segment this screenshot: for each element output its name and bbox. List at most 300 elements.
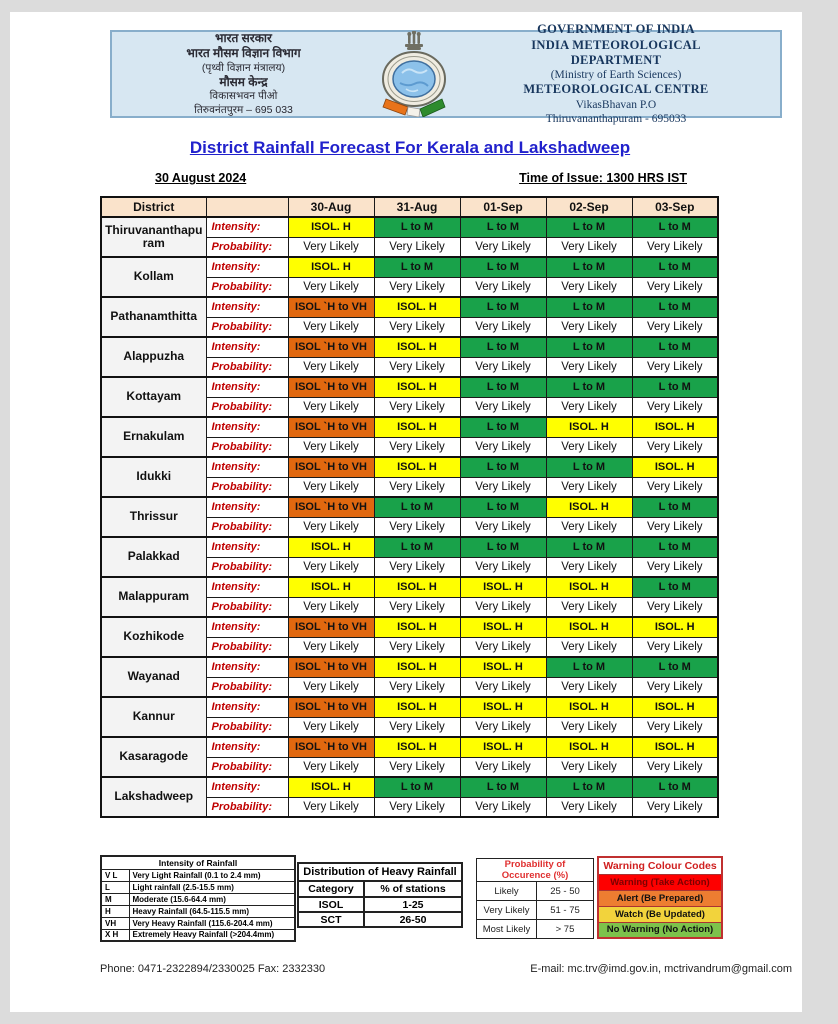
- probability-label: Probability:: [206, 717, 288, 737]
- intensity-cell: ISOL. H: [460, 657, 546, 677]
- probability-cell: Very Likely: [460, 597, 546, 617]
- intensity-cell: L to M: [460, 217, 546, 237]
- legend-desc: Moderate (15.6-64.4 mm): [129, 893, 295, 905]
- column-header: 31-Aug: [374, 197, 460, 217]
- legend-row: [598, 874, 722, 890]
- probability-cell: Very Likely: [288, 277, 374, 297]
- intensity-cell: L to M: [546, 657, 632, 677]
- intensity-cell: L to M: [632, 497, 718, 517]
- intensity-cell: ISOL. H: [546, 497, 632, 517]
- intensity-cell: ISOL. H: [546, 617, 632, 637]
- table-row: [101, 297, 718, 317]
- letterhead-hindi-line: मौसम केन्द्र: [219, 74, 268, 89]
- probability-cell: Very Likely: [374, 237, 460, 257]
- legend-intensity-table: [100, 855, 296, 942]
- legend-probability-title: Probability of Occurence (%): [477, 859, 594, 882]
- probability-cell: Very Likely: [632, 557, 718, 577]
- intensity-cell: ISOL `H to VH: [288, 457, 374, 477]
- probability-cell: Very Likely: [288, 557, 374, 577]
- legend-warning-table: [597, 856, 723, 939]
- legend-abbr: H: [101, 905, 129, 917]
- table-row: [101, 337, 718, 357]
- probability-cell: Very Likely: [632, 517, 718, 537]
- forecast-header-row: [101, 197, 718, 217]
- table-row: [101, 657, 718, 677]
- table-row: [101, 417, 718, 437]
- letterhead-hindi-line: विकासभवन पीओ: [209, 90, 278, 103]
- probability-cell: Very Likely: [460, 637, 546, 657]
- legend-row: [101, 881, 295, 893]
- letterhead-hindi-line: भारत सरकार: [215, 30, 272, 45]
- legend-probability-range: 51 - 75: [537, 901, 594, 920]
- legend-row: [598, 890, 722, 906]
- probability-cell: Very Likely: [632, 317, 718, 337]
- intensity-label: Intensity:: [206, 217, 288, 237]
- legend-row: [477, 901, 594, 920]
- legend-warning-body: [598, 874, 722, 938]
- intensity-label: Intensity:: [206, 537, 288, 557]
- probability-cell: Very Likely: [632, 597, 718, 617]
- letterhead-english-line: GOVERNMENT OF INDIA: [537, 22, 695, 37]
- intensity-cell: L to M: [460, 257, 546, 277]
- legend-probability-label: Most Likely: [477, 920, 537, 939]
- intensity-cell: L to M: [460, 457, 546, 477]
- table-row: [101, 697, 718, 717]
- footer-email: E-mail: mc.trv@imd.gov.in, mctrivandrum@gmail.com: [530, 963, 792, 975]
- legend-row: [477, 920, 594, 939]
- district-name: Idukki: [101, 457, 206, 497]
- probability-cell: Very Likely: [288, 517, 374, 537]
- legend-desc: Extremely Heavy Rainfall (>204.4mm): [129, 929, 295, 941]
- legend-probability-table: [476, 858, 594, 939]
- legend-probability-range: 25 - 50: [537, 882, 594, 901]
- probability-cell: Very Likely: [460, 677, 546, 697]
- probability-label: Probability:: [206, 237, 288, 257]
- intensity-cell: L to M: [546, 257, 632, 277]
- intensity-cell: L to M: [460, 377, 546, 397]
- legend-desc: Light rainfall (2.5-15.5 mm): [129, 881, 295, 893]
- district-name: Ernakulam: [101, 417, 206, 457]
- probability-cell: Very Likely: [374, 597, 460, 617]
- intensity-cell: L to M: [546, 337, 632, 357]
- intensity-cell: ISOL. H: [374, 377, 460, 397]
- probability-cell: Very Likely: [546, 237, 632, 257]
- probability-cell: Very Likely: [460, 277, 546, 297]
- page-title: District Rainfall Forecast For Kerala and Lakshadweep: [189, 138, 631, 157]
- footer-phone: Phone: 0471-2322894/2330025 Fax: 2332330: [100, 963, 326, 975]
- probability-label: Probability:: [206, 517, 288, 537]
- issue-time: Time of Issue: 1300 HRS IST: [519, 171, 687, 185]
- intensity-cell: ISOL. H: [288, 537, 374, 557]
- legend-row: [101, 917, 295, 929]
- district-name: Palakkad: [101, 537, 206, 577]
- probability-label: Probability:: [206, 397, 288, 417]
- district-name: Kannur: [101, 697, 206, 737]
- intensity-cell: ISOL `H to VH: [288, 497, 374, 517]
- probability-label: Probability:: [206, 477, 288, 497]
- district-name: Thiruvananthapuram: [101, 217, 206, 257]
- intensity-cell: L to M: [632, 577, 718, 597]
- legend-abbr: L: [101, 881, 129, 893]
- district-name: Pathanamthitta: [101, 297, 206, 337]
- probability-cell: Very Likely: [460, 237, 546, 257]
- probability-label: Probability:: [206, 637, 288, 657]
- probability-cell: Very Likely: [288, 637, 374, 657]
- legend-row: [101, 905, 295, 917]
- intensity-cell: ISOL. H: [374, 577, 460, 597]
- probability-cell: Very Likely: [632, 357, 718, 377]
- district-name: Thrissur: [101, 497, 206, 537]
- legend-row: [101, 929, 295, 941]
- probability-cell: Very Likely: [546, 677, 632, 697]
- intensity-cell: ISOL. H: [374, 297, 460, 317]
- intensity-cell: ISOL. H: [546, 697, 632, 717]
- legend-distribution-headers: [298, 881, 462, 897]
- probability-cell: Very Likely: [288, 477, 374, 497]
- intensity-label: Intensity:: [206, 257, 288, 277]
- intensity-cell: L to M: [374, 497, 460, 517]
- legend-desc: Heavy Rainfall (64.5-115.5 mm): [129, 905, 295, 917]
- column-header: District: [101, 197, 206, 217]
- intensity-cell: L to M: [632, 777, 718, 797]
- intensity-cell: ISOL. H: [288, 257, 374, 277]
- intensity-cell: L to M: [632, 657, 718, 677]
- intensity-cell: L to M: [460, 337, 546, 357]
- letterhead-english-line: DEPARTMENT: [570, 52, 662, 67]
- intensity-cell: L to M: [632, 257, 718, 277]
- probability-label: Probability:: [206, 357, 288, 377]
- intensity-cell: L to M: [546, 217, 632, 237]
- probability-cell: Very Likely: [460, 797, 546, 817]
- intensity-cell: L to M: [460, 537, 546, 557]
- probability-cell: Very Likely: [374, 357, 460, 377]
- probability-cell: Very Likely: [546, 597, 632, 617]
- probability-cell: Very Likely: [288, 677, 374, 697]
- probability-cell: Very Likely: [288, 357, 374, 377]
- intensity-label: Intensity:: [206, 457, 288, 477]
- probability-cell: Very Likely: [546, 637, 632, 657]
- intensity-cell: L to M: [374, 217, 460, 237]
- forecast-table: [100, 196, 719, 818]
- probability-cell: Very Likely: [546, 517, 632, 537]
- letterhead-english-line: METEOROLOGICAL CENTRE: [523, 82, 709, 97]
- table-row: [101, 537, 718, 557]
- column-header: 03-Sep: [632, 197, 718, 217]
- probability-cell: Very Likely: [546, 797, 632, 817]
- warning-code: Watch (Be Updated): [598, 906, 722, 922]
- probability-cell: Very Likely: [460, 357, 546, 377]
- legend-intensity-body: [101, 869, 295, 941]
- intensity-cell: ISOL `H to VH: [288, 657, 374, 677]
- legend-warning-title: Warning Colour Codes: [598, 857, 722, 874]
- district-name: Kottayam: [101, 377, 206, 417]
- probability-cell: Very Likely: [632, 677, 718, 697]
- intensity-cell: ISOL. H: [546, 577, 632, 597]
- intensity-label: Intensity:: [206, 417, 288, 437]
- probability-label: Probability:: [206, 597, 288, 617]
- intensity-cell: L to M: [632, 217, 718, 237]
- letterhead-hindi-line: तिरुवनंतपुरम – 695 033: [194, 103, 293, 116]
- warning-code: Warning (Take Action): [598, 874, 722, 890]
- probability-cell: Very Likely: [374, 397, 460, 417]
- intensity-cell: ISOL. H: [632, 457, 718, 477]
- legend-desc: Very Heavy Rainfall (115.6-204.4 mm): [129, 917, 295, 929]
- probability-cell: Very Likely: [546, 437, 632, 457]
- intensity-cell: ISOL. H: [546, 737, 632, 757]
- probability-cell: Very Likely: [546, 277, 632, 297]
- legend-abbr: M: [101, 893, 129, 905]
- legend-value: 26-50: [364, 912, 462, 927]
- probability-cell: Very Likely: [632, 437, 718, 457]
- probability-cell: Very Likely: [632, 637, 718, 657]
- probability-cell: Very Likely: [288, 717, 374, 737]
- letterhead: [110, 22, 782, 125]
- probability-cell: Very Likely: [374, 557, 460, 577]
- legend-distribution-table: [297, 862, 463, 928]
- intensity-label: Intensity:: [206, 777, 288, 797]
- intensity-label: Intensity:: [206, 497, 288, 517]
- legend-abbr: X H: [101, 929, 129, 941]
- legend-row: [101, 893, 295, 905]
- column-header: 02-Sep: [546, 197, 632, 217]
- intensity-cell: ISOL. H: [374, 657, 460, 677]
- probability-cell: Very Likely: [546, 317, 632, 337]
- table-row: [101, 737, 718, 757]
- probability-cell: Very Likely: [374, 637, 460, 657]
- intensity-cell: ISOL `H to VH: [288, 417, 374, 437]
- probability-cell: Very Likely: [374, 517, 460, 537]
- legend-row: [477, 882, 594, 901]
- probability-cell: Very Likely: [546, 757, 632, 777]
- probability-cell: Very Likely: [288, 437, 374, 457]
- intensity-cell: L to M: [546, 457, 632, 477]
- intensity-label: Intensity:: [206, 337, 288, 357]
- probability-cell: Very Likely: [460, 317, 546, 337]
- probability-cell: Very Likely: [374, 277, 460, 297]
- probability-label: Probability:: [206, 317, 288, 337]
- document-page: [10, 12, 802, 1012]
- intensity-cell: L to M: [374, 777, 460, 797]
- intensity-cell: ISOL. H: [374, 417, 460, 437]
- probability-cell: Very Likely: [546, 717, 632, 737]
- probability-cell: Very Likely: [460, 397, 546, 417]
- legend-row: [298, 897, 462, 912]
- table-row: [101, 617, 718, 637]
- probability-cell: Very Likely: [288, 757, 374, 777]
- intensity-cell: ISOL. H: [632, 617, 718, 637]
- intensity-cell: ISOL. H: [632, 737, 718, 757]
- legend-abbr: VH: [101, 917, 129, 929]
- legend-distribution-title: Distribution of Heavy Rainfall: [298, 863, 462, 881]
- intensity-cell: L to M: [546, 297, 632, 317]
- column-header: 30-Aug: [288, 197, 374, 217]
- letterhead-english-line: INDIA METEOROLOGICAL: [531, 37, 701, 52]
- intensity-cell: ISOL. H: [288, 577, 374, 597]
- intensity-label: Intensity:: [206, 377, 288, 397]
- intensity-cell: ISOL `H to VH: [288, 737, 374, 757]
- district-name: Wayanad: [101, 657, 206, 697]
- letterhead-english-line: (Ministry of Earth Sciences): [550, 69, 682, 82]
- intensity-label: Intensity:: [206, 577, 288, 597]
- legend-category: ISOL: [298, 897, 364, 912]
- legend-category: SCT: [298, 912, 364, 927]
- intensity-cell: L to M: [546, 777, 632, 797]
- issue-date: 30 August 2024: [155, 171, 247, 185]
- district-name: Kozhikode: [101, 617, 206, 657]
- probability-cell: Very Likely: [374, 477, 460, 497]
- legend-probability-body: [477, 882, 594, 939]
- probability-cell: Very Likely: [632, 237, 718, 257]
- intensity-label: Intensity:: [206, 657, 288, 677]
- letterhead-english-line: VikasBhavan P.O: [575, 98, 657, 111]
- table-row: [101, 497, 718, 517]
- intensity-cell: ISOL. H: [374, 697, 460, 717]
- intensity-label: Intensity:: [206, 617, 288, 637]
- probability-cell: Very Likely: [632, 717, 718, 737]
- forecast-table-body: [101, 217, 718, 817]
- legend-column-header: Category: [298, 881, 364, 897]
- intensity-cell: L to M: [460, 417, 546, 437]
- probability-label: Probability:: [206, 277, 288, 297]
- legend-abbr: V L: [101, 869, 129, 881]
- letterhead-hindi: [126, 31, 361, 117]
- footer: [100, 963, 792, 975]
- intensity-cell: ISOL `H to VH: [288, 297, 374, 317]
- letterhead-english-line: Thiruvananthapuram - 695033: [545, 112, 687, 125]
- district-name: Malappuram: [101, 577, 206, 617]
- intensity-cell: ISOL. H: [374, 737, 460, 757]
- intensity-cell: ISOL. H: [460, 697, 546, 717]
- probability-cell: Very Likely: [632, 757, 718, 777]
- intensity-cell: ISOL. H: [632, 417, 718, 437]
- probability-cell: Very Likely: [288, 397, 374, 417]
- legend-column-header: % of stations: [364, 881, 462, 897]
- probability-cell: Very Likely: [460, 557, 546, 577]
- table-row: [101, 777, 718, 797]
- intensity-cell: L to M: [632, 297, 718, 317]
- intensity-cell: ISOL. H: [288, 217, 374, 237]
- probability-cell: Very Likely: [632, 477, 718, 497]
- intensity-cell: ISOL `H to VH: [288, 337, 374, 357]
- legend-row: [598, 906, 722, 922]
- probability-cell: Very Likely: [546, 557, 632, 577]
- probability-cell: Very Likely: [374, 757, 460, 777]
- intensity-cell: ISOL. H: [374, 457, 460, 477]
- probability-cell: Very Likely: [460, 437, 546, 457]
- probability-cell: Very Likely: [632, 797, 718, 817]
- probability-cell: Very Likely: [374, 317, 460, 337]
- legend-row: [101, 869, 295, 881]
- legend-row: [598, 922, 722, 938]
- probability-cell: Very Likely: [288, 317, 374, 337]
- probability-cell: Very Likely: [546, 477, 632, 497]
- probability-cell: Very Likely: [546, 397, 632, 417]
- intensity-cell: L to M: [374, 537, 460, 557]
- probability-label: Probability:: [206, 757, 288, 777]
- legend-probability-label: Likely: [477, 882, 537, 901]
- probability-label: Probability:: [206, 797, 288, 817]
- intensity-cell: ISOL `H to VH: [288, 697, 374, 717]
- issue-meta: [155, 171, 687, 185]
- warning-code: Alert (Be Prepared): [598, 890, 722, 906]
- intensity-cell: L to M: [632, 537, 718, 557]
- legend-intensity-title: Intensity of Rainfall: [101, 856, 295, 869]
- letterhead-hindi-line: भारत मौसम विज्ञान विभाग: [186, 46, 301, 61]
- legend-desc: Very Light Rainfall (0.1 to 2.4 mm): [129, 869, 295, 881]
- intensity-label: Intensity:: [206, 697, 288, 717]
- probability-cell: Very Likely: [546, 357, 632, 377]
- probability-label: Probability:: [206, 677, 288, 697]
- table-row: [101, 377, 718, 397]
- intensity-cell: ISOL. H: [374, 617, 460, 637]
- probability-cell: Very Likely: [374, 437, 460, 457]
- intensity-cell: L to M: [632, 377, 718, 397]
- column-header: [206, 197, 288, 217]
- intensity-cell: ISOL `H to VH: [288, 617, 374, 637]
- probability-cell: Very Likely: [632, 277, 718, 297]
- intensity-cell: ISOL. H: [632, 697, 718, 717]
- district-name: Alappuzha: [101, 337, 206, 377]
- probability-cell: Very Likely: [288, 597, 374, 617]
- probability-cell: Very Likely: [460, 517, 546, 537]
- warning-code: No Warning (No Action): [598, 922, 722, 938]
- probability-cell: Very Likely: [632, 397, 718, 417]
- intensity-cell: L to M: [460, 497, 546, 517]
- table-row: [101, 257, 718, 277]
- district-name: Kollam: [101, 257, 206, 297]
- probability-cell: Very Likely: [460, 717, 546, 737]
- intensity-cell: L to M: [546, 537, 632, 557]
- legend-probability-range: > 75: [537, 920, 594, 939]
- intensity-cell: ISOL. H: [460, 737, 546, 757]
- probability-label: Probability:: [206, 437, 288, 457]
- intensity-cell: L to M: [374, 257, 460, 277]
- intensity-cell: L to M: [460, 777, 546, 797]
- intensity-cell: ISOL. H: [546, 417, 632, 437]
- letterhead-hindi-line: (पृथ्वी विज्ञान मंत्रालय): [201, 61, 286, 74]
- intensity-cell: ISOL. H: [460, 577, 546, 597]
- table-row: [101, 457, 718, 477]
- probability-cell: Very Likely: [374, 677, 460, 697]
- intensity-cell: ISOL. H: [288, 777, 374, 797]
- district-name: Kasaragode: [101, 737, 206, 777]
- probability-cell: Very Likely: [374, 717, 460, 737]
- intensity-cell: L to M: [632, 337, 718, 357]
- probability-cell: Very Likely: [288, 797, 374, 817]
- intensity-cell: ISOL. H: [460, 617, 546, 637]
- intensity-cell: ISOL. H: [374, 337, 460, 357]
- intensity-cell: ISOL `H to VH: [288, 377, 374, 397]
- letterhead-english: [466, 22, 766, 125]
- intensity-cell: L to M: [546, 377, 632, 397]
- intensity-label: Intensity:: [206, 297, 288, 317]
- probability-cell: Very Likely: [288, 237, 374, 257]
- intensity-cell: L to M: [460, 297, 546, 317]
- legend-probability-label: Very Likely: [477, 901, 537, 920]
- column-header: 01-Sep: [460, 197, 546, 217]
- intensity-label: Intensity:: [206, 737, 288, 757]
- probability-cell: Very Likely: [374, 797, 460, 817]
- probability-label: Probability:: [206, 557, 288, 577]
- table-row: [101, 577, 718, 597]
- table-row: [101, 217, 718, 237]
- legend-row: [298, 912, 462, 927]
- imd-emblem-icon: [369, 31, 459, 117]
- legend-distribution-body: [298, 897, 462, 927]
- probability-cell: Very Likely: [460, 757, 546, 777]
- district-name: Lakshadweep: [101, 777, 206, 817]
- legend-value: 1-25: [364, 897, 462, 912]
